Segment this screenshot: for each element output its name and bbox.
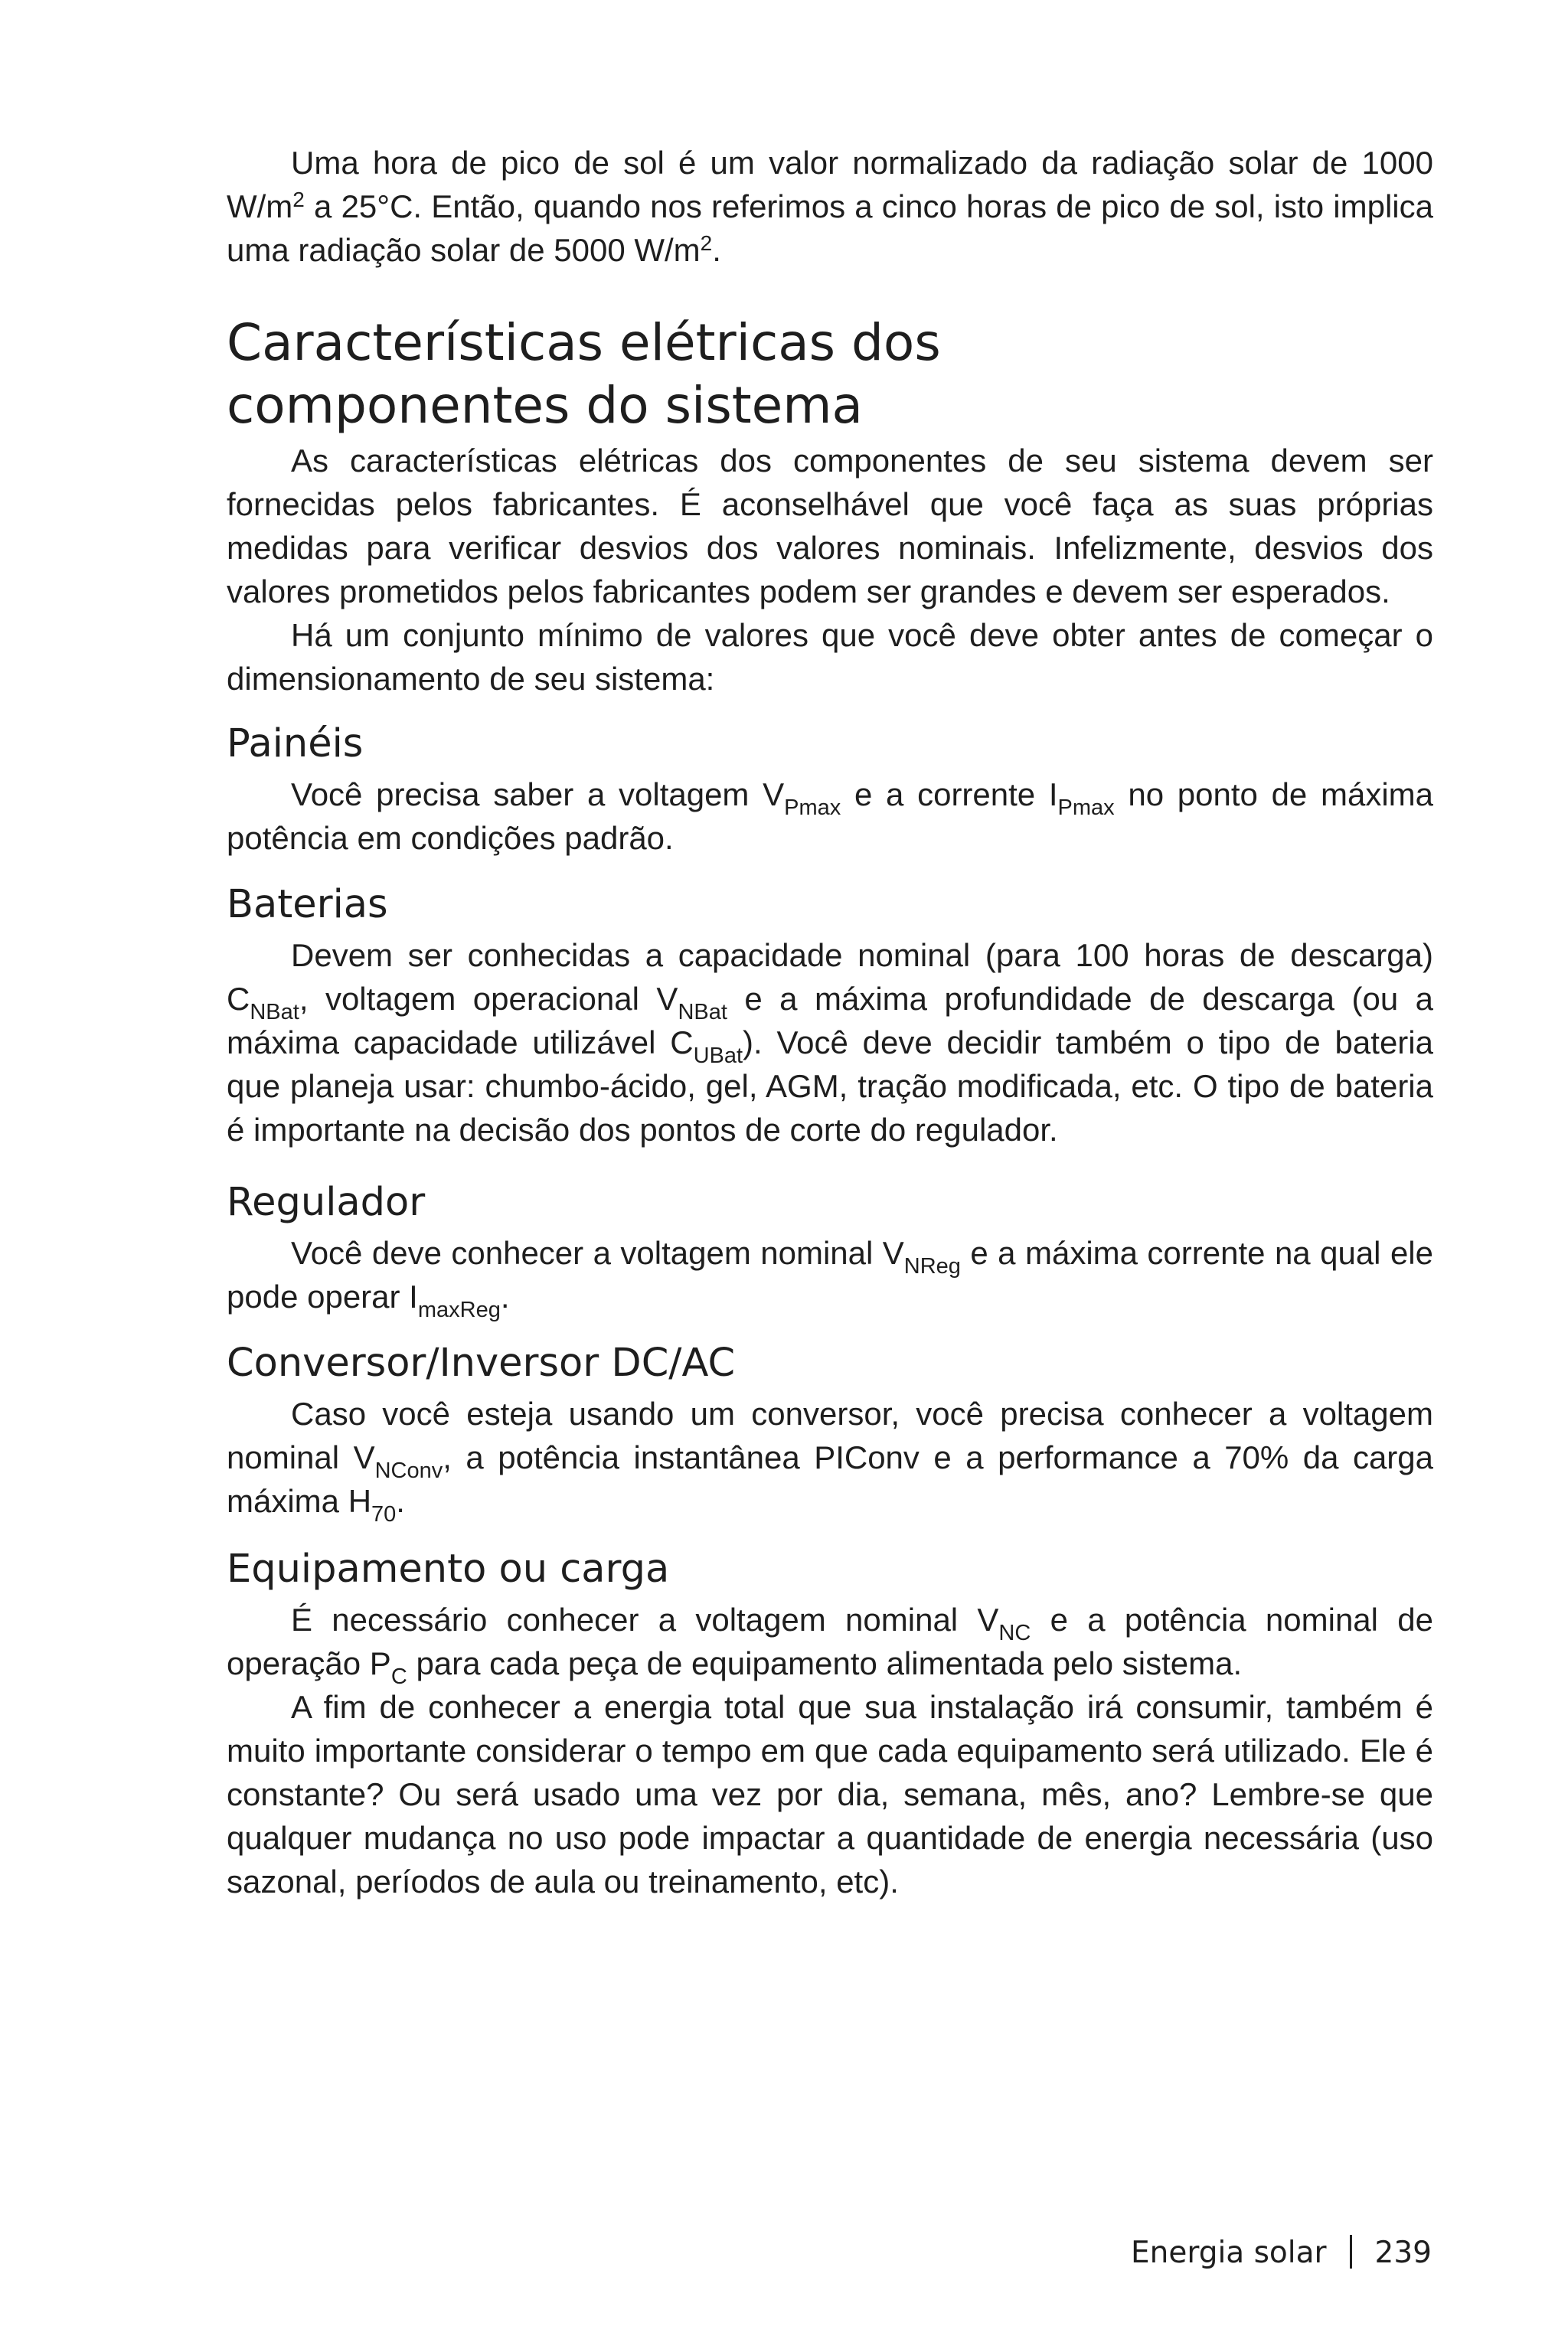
text-run: Uma hora de pico de sol é um valor normalizado da radiação solar de 1000 W/m xyxy=(227,145,1433,224)
subscript: NConv xyxy=(374,1459,443,1483)
text-run: Devem ser conhecidas a capacidade nominal (para 100 horas de descarga) C xyxy=(227,937,1433,1017)
text-run: . xyxy=(712,232,721,268)
equipamento-paragraph-1 xyxy=(227,1598,1433,1689)
superscript: 2 xyxy=(292,188,305,211)
section-paragraph-2: Há um conjunto mínimo de valores que você deve obter antes de começar o dimensionamento de seu sistema: xyxy=(227,617,1433,697)
subscript: NBat xyxy=(678,1000,727,1024)
text-run: . xyxy=(396,1483,405,1519)
baterias-paragraph xyxy=(227,933,1433,1152)
text-run: , voltagem operacional V xyxy=(299,981,678,1017)
subscript: C xyxy=(390,1664,407,1689)
page-footer xyxy=(1131,2234,1432,2272)
text-run: e a máxima corrente na qual ele pode operar I xyxy=(227,1235,1433,1315)
text-run: a 25°C. Então, quando nos referimos a cinco horas de pico de sol, isto implica uma radiação solar de 5000 W/m xyxy=(227,188,1433,268)
text-run: Você precisa saber a voltagem V xyxy=(291,776,785,812)
page-number: 239 xyxy=(1374,2236,1432,2270)
paineis-paragraph xyxy=(227,773,1433,860)
section-paragraph-1: As características elétricas dos componentes de seu sistema devem ser fornecidas pelos fabricantes. É aconselhável que você faça as suas próprias medidas para verificar desvios dos valores nominais. Infelizmente, desvios dos valores prometidos pelos fabricantes podem ser grandes e devem ser esperados. xyxy=(227,443,1433,609)
section-title: Características elétricas dos componentes do sistema xyxy=(227,313,941,435)
subscript: NReg xyxy=(903,1254,961,1279)
text-run: , a potência instantânea PIConv e a performance a 70% da carga máxima H xyxy=(227,1439,1434,1519)
text-run: para cada peça de equipamento alimentada pelo sistema. xyxy=(407,1645,1243,1681)
running-title: Energia solar xyxy=(1131,2236,1327,2270)
heading-paineis: Painéis xyxy=(227,721,364,766)
text-run: Caso você esteja usando um conversor, você precisa conhecer a voltagem nominal V xyxy=(227,1396,1433,1475)
text-run: e a potência nominal de operação P xyxy=(227,1602,1433,1681)
text-run: e a corrente I xyxy=(841,776,1058,812)
conversor-paragraph xyxy=(227,1392,1434,1527)
heading-regulador: Regulador xyxy=(227,1180,426,1225)
heading-conversor: Conversor/Inversor DC/AC xyxy=(227,1341,736,1386)
equipamento-paragraph-2: A fim de conhecer a energia total que sua instalação irá consumir, também é muito importante considerar o tempo em que cada equipamento será utilizado. Ele é constante? Ou será usado uma vez por dia, semana, mês, ano? Lembre-se que qualquer mudança no uso pode impactar a quantidade de energia necessária (uso sazonal, períodos de aula ou treinamento, etc). xyxy=(227,1689,1433,1900)
heading-equipamento: Equipamento ou carga xyxy=(227,1547,670,1592)
regulador-paragraph xyxy=(227,1231,1433,1322)
text-run: ). Você deve decidir também o tipo de bateria que planeja usar: chumbo-ácido, gel, AGM, tração modificada, etc. O tipo de bateria é importante na decisão dos pontos de corte do regulador. xyxy=(227,1024,1433,1148)
text-run: no ponto de máxima potência em condições padrão. xyxy=(227,776,1434,856)
text-run: É necessário conhecer a voltagem nominal V xyxy=(291,1602,999,1638)
text-run: . xyxy=(500,1279,510,1315)
page-content xyxy=(227,141,1433,1903)
intro-paragraph xyxy=(227,141,1433,272)
subscript: NC xyxy=(998,1621,1031,1645)
subscript: maxReg xyxy=(417,1298,501,1322)
text-run: Você deve conhecer a voltagem nominal V xyxy=(291,1235,904,1271)
superscript: 2 xyxy=(700,231,713,255)
text-run: e a máxima profundidade de descarga (ou a máxima capacidade utilizável C xyxy=(227,981,1433,1060)
footer-divider xyxy=(1350,2235,1352,2269)
subscript: Pmax xyxy=(784,795,841,820)
subscript: 70 xyxy=(371,1502,397,1527)
subscript: NBat xyxy=(250,1000,299,1024)
subscript: Pmax xyxy=(1057,795,1115,820)
heading-baterias: Baterias xyxy=(227,882,388,927)
subscript: UBat xyxy=(693,1044,743,1068)
